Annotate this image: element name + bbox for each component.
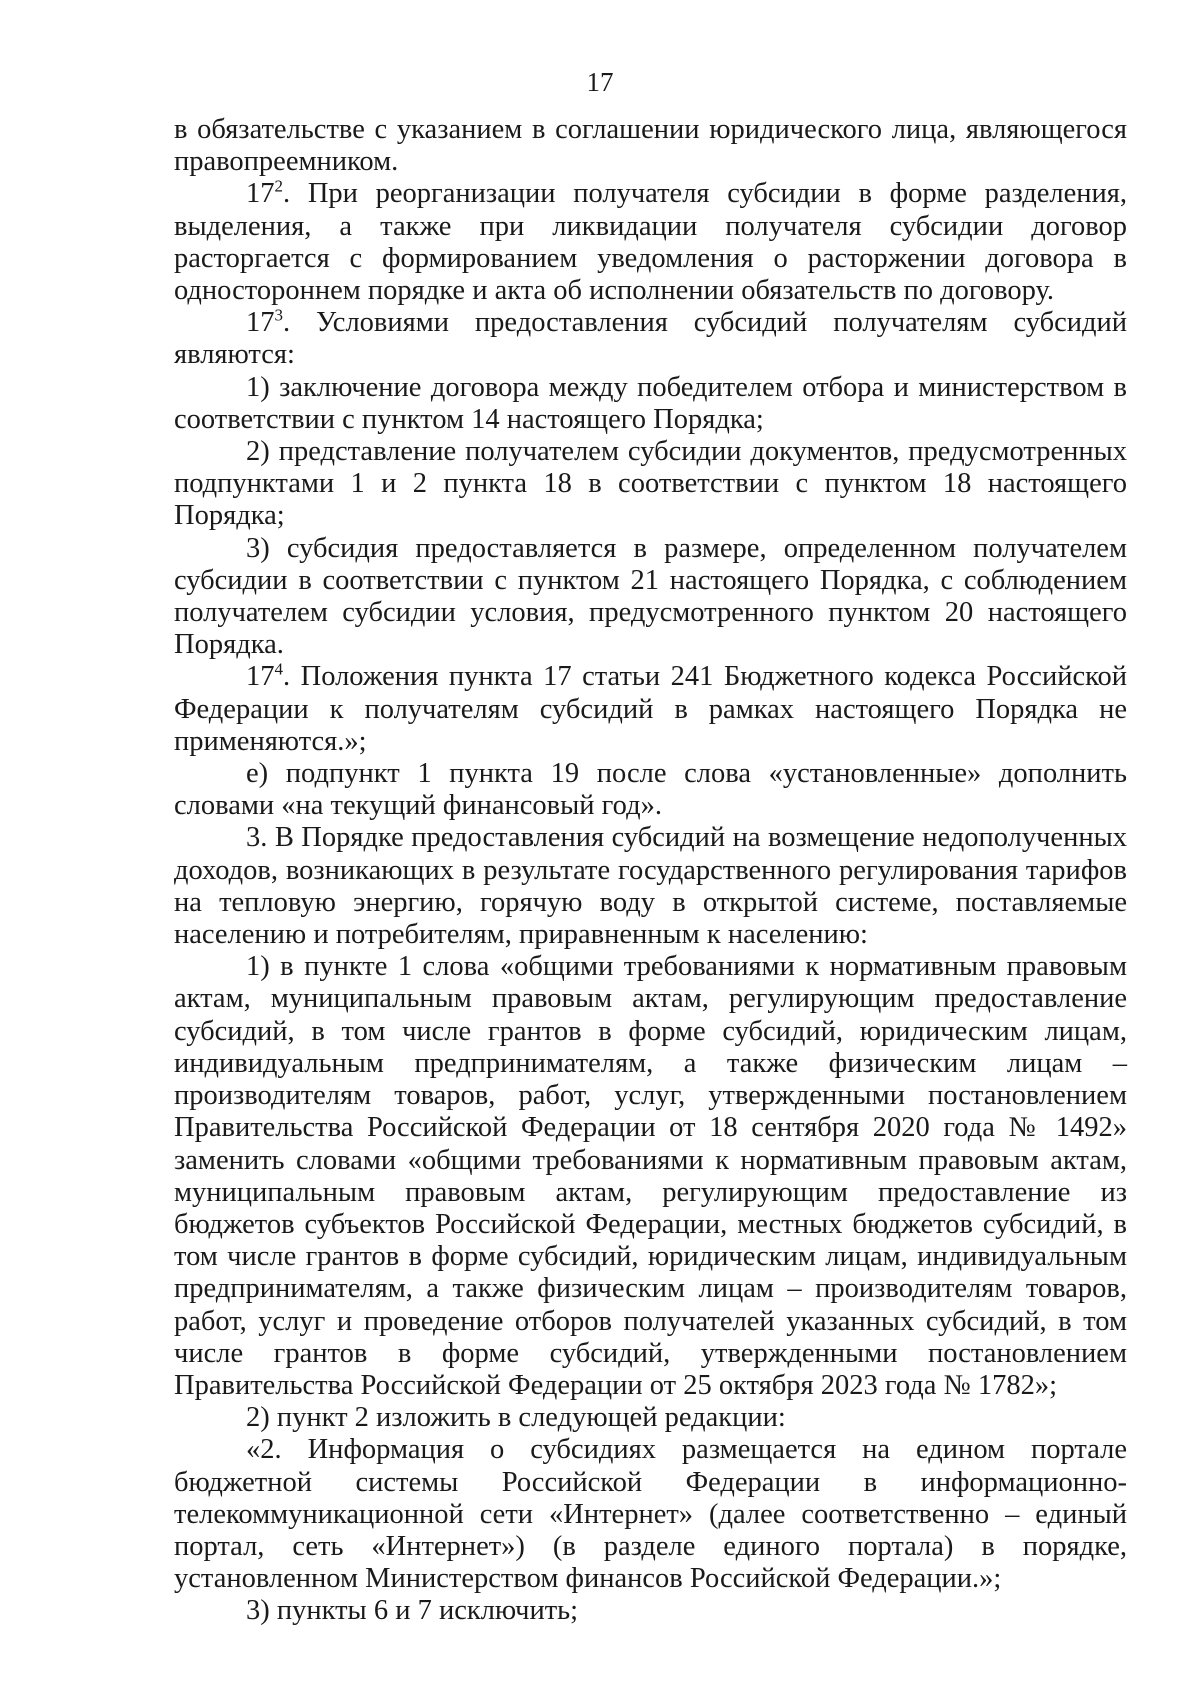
paragraph (174, 436, 1127, 533)
paragraph (174, 758, 1127, 822)
paragraph-text: 3) субсидия предоставляется в размере, определенном получателем субсидии в соответствии с пунктом 21 настоящего Порядка, с соблюдением получателем субсидии условия, предусмотренного пунктом 20 настоящего Порядка. (174, 532, 1127, 661)
paragraph (174, 533, 1127, 662)
clause-number: 17 (246, 307, 275, 339)
clause-superscript: 2 (274, 176, 283, 196)
paragraph (174, 114, 1127, 178)
paragraph-text: . Положения пункта 17 статьи 241 Бюджетного кодекса Российской Федерации к получателям субсидий в рамках настоящего Порядка не применяются.»; (174, 661, 1127, 757)
paragraph (174, 1595, 1127, 1627)
paragraph (174, 1434, 1127, 1595)
clause-number: 17 (246, 661, 275, 693)
paragraph-text: 3. В Порядке предоставления субсидий на возмещение недополученных доходов, возникающих в результате государственного регулирования тарифов на тепловую энергию, горячую воду в открытой системе, поставляемые населению и потребителям, приравненным к населению: (174, 822, 1127, 951)
clause-superscript: 3 (274, 305, 283, 325)
paragraph-text: . При реорганизации получателя субсидии в форме разделения, выделения, а также при ликвидации получателя субсидии договор расторгается с формированием уведомления о расторжении договора в одностороннем порядке и акта об исполнении обязательств по договору. (174, 178, 1127, 307)
paragraph-text: е) подпункт 1 пункта 19 после слова «установленные» дополнить словами «на текущий финансовый год». (174, 758, 1127, 822)
paragraph (174, 951, 1127, 1402)
paragraph-text: в обязательстве с указанием в соглашении юридического лица, являющегося правопреемником. (174, 114, 1127, 178)
paragraph (174, 661, 1127, 758)
paragraph-text: 1) в пункте 1 слова «общими требованиями к нормативным правовым актам, муниципальным правовым актам, регулирующим предоставление субсидий, в том числе грантов в форме субсидий, юридическим лицам, индивидуальным предпринимателям, а также физическим лицам – производителям товаров, работ, услуг, утвержденными постановлением Правительства Российской Федерации от 18 сентября 2020 года № 1492» заменить словами «общими требованиями к нормативным правовым актам, муниципальным правовым актам, регулирующим предоставление из бюджетов субъектов Российской Федерации, местных бюджетов субсидий, в том числе грантов в форме субсидий, юридическим лицам, индивидуальным предпринимателям, а также физическим лицам – производителям товаров, работ, услуг и проведение отборов получателей указанных субсидий, в том числе грантов в форме субсидий, утвержденными постановлением Правительства Российской Федерации от 25 октября 2023 года № 1782»; (174, 951, 1127, 1401)
paragraph (174, 822, 1127, 951)
paragraph-text: 2) пункт 2 изложить в следующей редакции: (246, 1402, 786, 1434)
document-body (174, 114, 1127, 1628)
page-number: 17 (586, 67, 614, 97)
paragraph (174, 372, 1127, 436)
paragraph (174, 1402, 1127, 1434)
clause-superscript: 4 (274, 659, 283, 679)
paragraph-text: 2) представление получателем субсидии документов, предусмотренных подпунктами 1 и 2 пункта 18 в соответствии с пунктом 18 настоящего Порядка; (174, 436, 1127, 532)
paragraph-text: 1) заключение договора между победителем отбора и министерством в соответствии с пунктом 14 настоящего Порядка; (174, 371, 1127, 435)
paragraph (174, 307, 1127, 371)
paragraph (174, 178, 1127, 307)
clause-number: 17 (246, 178, 275, 210)
paragraph-text: «2. Информация о субсидиях размещается на едином портале бюджетной системы Российской Федерации в информационно-телекоммуникационной сети «Интернет» (далее соответственно – единый портал, сеть «Интернет») (в разделе единого портала) в порядке, установленном Министерством финансов Российской Федерации.»; (174, 1434, 1127, 1595)
paragraph-text: 3) пункты 6 и 7 исключить; (246, 1595, 579, 1627)
paragraph-text: . Условиями предоставления субсидий получателям субсидий являются: (174, 307, 1127, 371)
